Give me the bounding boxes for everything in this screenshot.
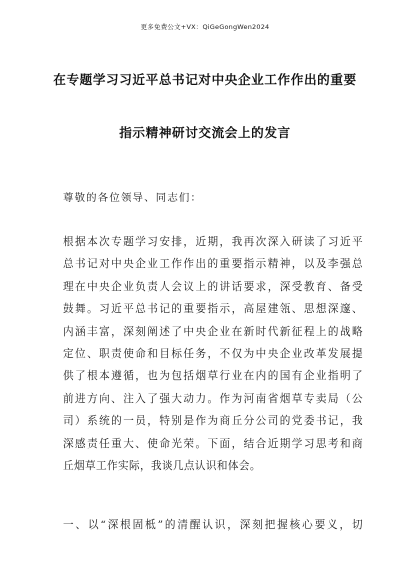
body-line: 总书记对中央企业工作作出的重要指示精神，以及李强总: [63, 258, 363, 271]
document-title-line-2: 指示精神研讨交流会上的发言: [119, 125, 291, 140]
body-line: 根据本次专题学习安排，近期，我再次深入研读了习近平: [63, 236, 363, 248]
body-line: 丘烟草工作实际，我谈几点认识和体会。: [63, 459, 261, 472]
body-line: 理在中央企业负责人会议上的讲话要求，深受教育、备受: [63, 280, 363, 293]
body-line: 定位、职责使命和目标任务，不仅为中央企业改革发展提: [63, 347, 363, 360]
salutation: 尊敬的各位领导、同志们：: [63, 192, 203, 204]
body-line: 鼓舞。习近平总书记的重要指示，高屋建瓴、思想深邃、: [63, 303, 363, 316]
header-note: 更多免费公文+VX：QiGeGongWen2024: [140, 23, 270, 31]
body-line: 前进方向、注入了强大动力。作为河南省烟草专卖局（公: [63, 392, 363, 405]
body-line: 供了根本遵循，也为包括烟草行业在内的国有企业指明了: [63, 370, 363, 383]
body-line: 内涵丰富，深刻阐述了中央企业在新时代新征程上的战略: [63, 325, 363, 338]
section-heading-1: 一、以“深根固柢”的清醒认识，深刻把握核心要义，切: [63, 519, 363, 531]
document-title-line-1: 在专题学习习近平总书记对中央企业工作作出的重要: [53, 72, 357, 87]
body-line: 深感责任重大、使命光荣。下面，结合近期学习思考和商: [63, 437, 363, 450]
body-line: 司）系统的一员，特别是作为商丘分公司的党委书记，我: [63, 415, 363, 428]
body-paragraph: [63, 231, 363, 477]
